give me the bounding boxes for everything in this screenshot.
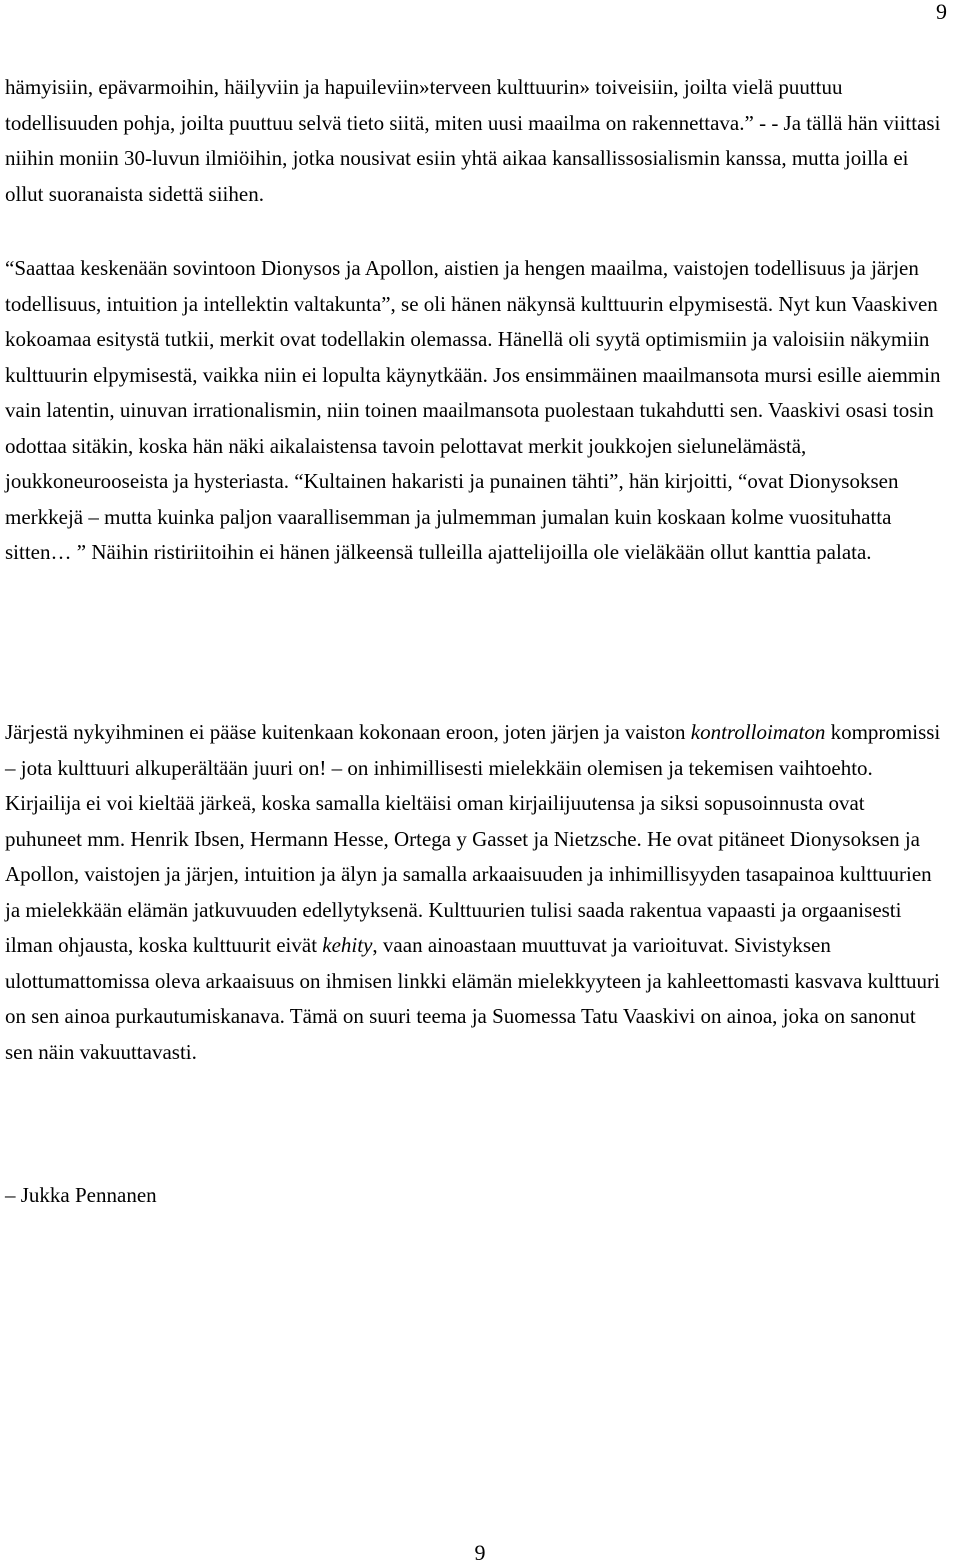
paragraph-3-text-c: , vaan ainoastaan muuttuvat ja varioituvat. Sivistyksen ulottumattomissa oleva arkaaisuus on ihmisen linkki elämän mielekkyyteen ja kahleettomasti kasvava kulttuuri on sen ainoa purkautumiskanava. Tämä on suuri teema ja Suomessa Tatu Vaaskivi on ainoa, joka on sanonut sen näin vakuuttavasti. (5, 933, 940, 1064)
paragraph-3-text-a: Järjestä nykyihminen ei pääse kuitenkaan kokonaan eroon, joten järjen ja vaiston (5, 720, 691, 744)
page-number-top: 9 (936, 0, 947, 24)
paragraph-2: “Saattaa keskenään sovintoon Dionysos ja Apollon, aistien ja hengen maailma, vaistojen todellisuus ja järjen todellisuus, intuition ja intellektin valtakunta”, se oli hänen näkynsä kulttuurin elpymisestä. Nyt kun Vaaskiven kokoamaa esitystä tutkii, merkit ovat todellakin olemassa. Hänellä oli syytä optimismiin ja valoisiin näkymiin kulttuurin elpymisestä, vaikka niin ei lopulta käynytkään. Jos ensimmäinen maailmansota mursi esille aiemmin vain latentin, uinuvan irrationalismin, niin toinen maailmansota puolestaan tukahdutti sen. Vaaskivi osasi tosin odottaa sitäkin, koska hän näki aikalaistensa tavoin pelottavat merkit joukkojen sielunelämästä, joukkoneurooseista ja hysteriasta. “Kultainen hakaristi ja punainen tähti”, hän kirjoitti, “ovat Dionysoksen merkkejä – mutta kuinka paljon vaarallisemman ja julmemman jumalan kuin koskaan kolme vuosituhatta sitten… ” Näihin ristiriitoihin ei hänen jälkeensä tulleilla ajattelijoilla ole vieläkään ollut kanttia palata. (5, 256, 941, 564)
paragraph-3 (5, 715, 943, 1070)
emphasis-kontrolloimaton: kontrolloimaton (690, 720, 826, 744)
page-number-bottom: 9 (474, 1540, 486, 1565)
paragraph-3-text-b: kompromissi – jota kulttuuri alkuperältään juuri on! – on inhimillisesti mielekkäin olemisen ja tekemisen vaihtoehto. Kirjailija ei voi kieltää järkeä, koska samalla kieltäisi oman kirjailijuutensa ja siksi sopusoinnusta ovat puhuneet mm. Henrik Ibsen, Hermann Hesse, Ortega y Gasset ja Nietzsche. He ovat pitäneet Dionysoksen ja Apollon, vaistojen ja järjen, intuition ja älyn ja samalla arkaaisuuden ja inhimillisyyden tasapainoa kulttuurien ja mielekkään elämän jatkuvuuden edellytyksenä. Kulttuurien tulisi saada rakentua vapaasti ja orgaanisesti ilman ohjausta, koska kulttuurit eivät (5, 720, 941, 957)
emphasis-kehity: kehity (322, 933, 373, 957)
author-signature: – Jukka Pennanen (5, 1183, 157, 1207)
paragraph-1: hämyisiin, epävarmoihin, häilyviin ja hapuileviin»terveen kulttuurin» toiveisiin, joilta vielä puuttuu todellisuuden pohja, joilta puuttuu selvä tieto siitä, miten uusi maailma on rakennettava.” - - Ja tällä hän viittasi niihin moniin 30-luvun ilmiöihin, jotka nousivat esiin yhtä aikaa kansallissosialismin kanssa, mutta joilla ei ollut suoranaista sidettä siihen. (5, 75, 941, 206)
